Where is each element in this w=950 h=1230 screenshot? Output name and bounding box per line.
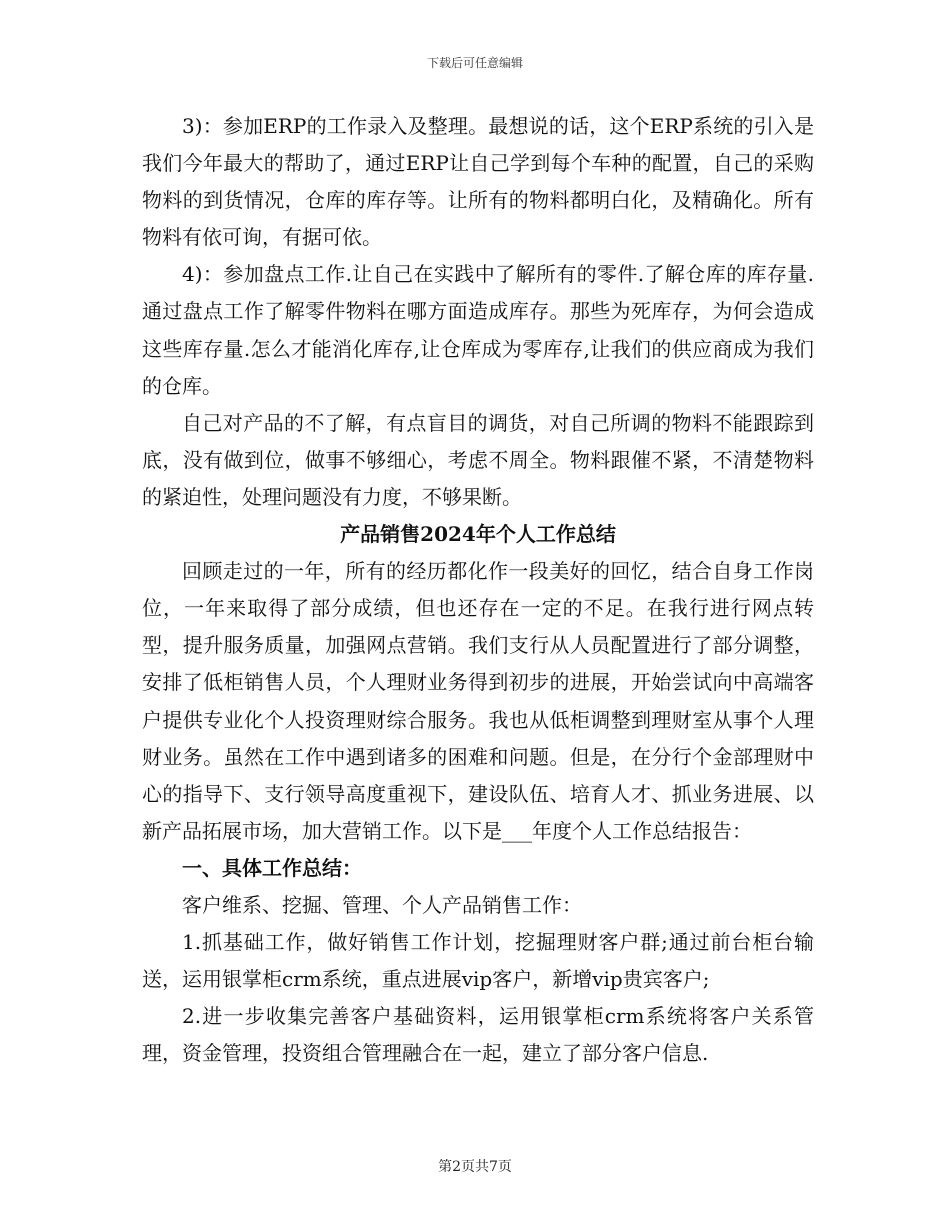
paragraph-item-1: 1.抓基础工作，做好销售工作计划，挖掘理财客户群;通过前台柜台输送，运用银掌柜crm系统，重点进展vip客户，新增vip贵宾客户;: [142, 930, 814, 992]
paragraph-item-2: 2.进一步收集完善客户基础资料，运用银掌柜crm系统将客户关系管理，资金管理，投资组合管理融合在一起，建立了部分客户信息.: [142, 1004, 814, 1066]
page-header-note: 下载后可任意编辑: [426, 56, 523, 70]
page-number: 第2页共7页: [438, 1159, 512, 1175]
paragraph-review: 回顾走过的一年，所有的经历都化作一段美好的回忆，结合自身工作岗位，一年来取得了部分成绩，但也还存在一定的不足。在我行进行网点转型，提升服务质量，加强网点营销。我们支行从人员配置进行了部分调整，安排了低柜销售人员，个人理财业务得到初步的进展，开始尝试向中高端客户提供专业化个人投资理财综合服务。我也从低柜调整到理财室从事个人理财业务。虽然在工作中遇到诸多的困难和问题。但是，在分行个金部理财中心的指导下、支行领导高度重视下，建设队伍、培育人才、抓业务进展、以新产品拓展市场，加大营销工作。以下是___年度个人工作总结报告：: [142, 559, 814, 843]
paragraph-erp-entry: 3)：参加ERP的工作录入及整理。最想说的话，这个ERP系统的引入是我们今年最大的帮助了，通过ERP让自己学到每个车种的配置，自己的采购物料的到货情况，仓库的库存等。让所有的物料都明白化，及精确化。所有物料有依可询，有据可依。: [142, 114, 814, 250]
document-body: [142, 108, 814, 1072]
section-title: 产品销售2024年个人工作总结: [340, 522, 616, 547]
paragraph-shortcomings: 自己对产品的不了解，有点盲目的调货，对自己所调的物料不能跟踪到底，没有做到位，做事不够细心，考虑不周全。物料跟催不紧，不清楚物料的紧迫性，处理问题没有力度，不够果断。: [142, 410, 814, 509]
paragraph-inventory-check: 4)：参加盘点工作.让自己在实践中了解所有的零件.了解仓库的库存量.通过盘点工作了解零件物料在哪方面造成库存。那些为死库存，为何会造成这些库存量.怎么才能消化库存,让仓库成为零库存,让我们的供应商成为我们的仓库。: [142, 262, 814, 398]
paragraph-customer-work: 客户维系、挖掘、管理、个人产品销售工作：: [182, 892, 582, 917]
heading-work-summary: 一、具体工作总结：: [182, 855, 362, 880]
